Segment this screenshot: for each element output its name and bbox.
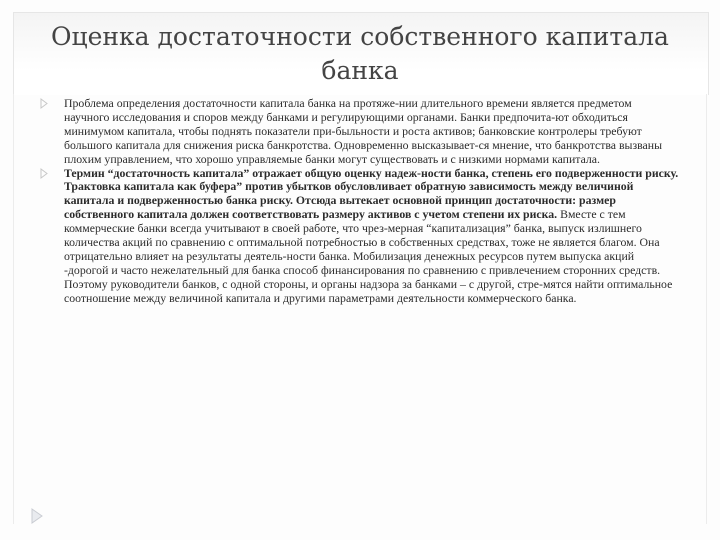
bullet-text: Вместе с тем коммерческие банки всегда учитывают в своей работе, что чрез-мерная “капитализация” банка, выпуск излишнего количества акций по сравнению с оптимальной потребностью в собственных средствах, тоже не является благом. Она отрицательно влияет на результаты деятель-ности банка. Мобилизация денежных ресурсов путем выпуска акций -дорогой и часто нежелательный для банка способ финансирования по сравнению с привлечением сторонних средств. Поэтому руководители банков, с одной стороны, и органы надзора за банками – с другой, стре-мятся найти оптимальное соотношение между величиной капитала и другими параметрами деятельности коммерческого банка.: [64, 207, 673, 305]
frame-left-border: [13, 94, 14, 524]
bullet-bold-text: Термин “достаточность капитала” отражает общую оценку надеж-ности банка, степень его подверженности риску. Трактовка капитала как буфера” против убытков обусловливает обратную зависимость между величиной капитала и подверженностью банка риску. Отсюда вытекает основной принцип достаточности: размер собственного капитала должен соответствовать размеру активов с учетом степени их риска.: [64, 165, 679, 222]
frame-right-border: [706, 94, 707, 524]
slide-title-line-2: банка: [321, 56, 399, 85]
slide-content: [40, 97, 680, 306]
slide-title-line-1: Оценка достаточности собственного капитала: [51, 22, 669, 51]
bullet-text: Проблема определения достаточности капитала банка на протяже-нии длительного времени является предметом научного исследования и споров между банками и регулирующими органами. Банки предпочита-ют обходиться минимумом капитала, чтобы поднять показатели при-быльности и роста активов; банковские контролеры требуют большого капитала для снижения риска банкротства. Одновременно высказывает-ся мнение, что банкротства вызваны плохим управлением, что хорошо управляемые банки могут существовать и с низкими нормами капитала.: [64, 96, 663, 166]
slide-title: [40, 20, 680, 88]
arrow-right-icon: [30, 508, 44, 524]
bullet-item-2: [40, 167, 680, 306]
triangle-right-icon: [40, 98, 48, 109]
bullet-item-1: [40, 97, 680, 167]
triangle-right-icon: [40, 168, 48, 179]
